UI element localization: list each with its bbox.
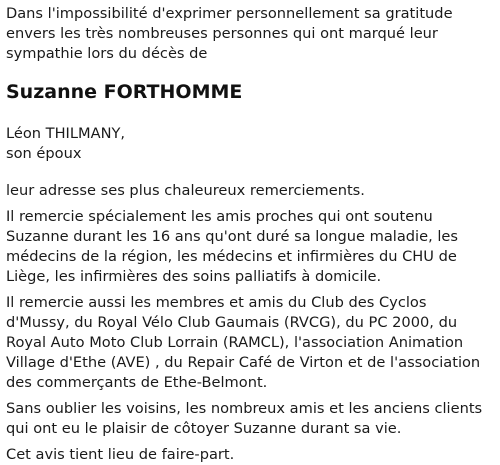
clubs-thanks-paragraph: Il remercie aussi les membres et amis du Club des Cyclos d'Mussy, du Royal Vélo Club Gaumais (RVCG), du PC 2000, du Royal Auto Moto Club Lorrain (RAMCL), l'association Animation Village d'Ethe (AVE) , du Repair Café de Virton et de l'association des commerçants de Ethe-Belmont.: [6, 294, 481, 391]
special-thanks-paragraph: Il remercie spécialement les amis proches qui ont soutenu Suzanne durant les 16 ans qu'ont duré sa longue maladie, les médecins de la région, les médecins et infirmières du CHU de Liège, les infirmières des soins palliatifs à domicile.: [6, 208, 459, 285]
intro-text: Dans l'impossibilité d'exprimer personnellement sa gratitude envers les très nombreuses personnes qui ont marqué leur sympathie lors du décès de: [6, 5, 453, 62]
closing-line: Cet avis tient lieu de faire-part.: [6, 446, 235, 463]
neighbours-paragraph: Sans oublier les voisins, les nombreux amis et les anciens clients qui ont eu le plaisir de côtoyer Suzanne durant sa vie.: [6, 400, 483, 437]
thanks-paragraph: leur adresse ses plus chaleureux remerciements.: [6, 182, 365, 199]
signer-block: [6, 124, 492, 164]
deceased-name: Suzanne FORTHOMME: [6, 81, 243, 103]
signer-name: Léon THILMANY,: [6, 125, 126, 142]
signer-relation: son époux: [6, 145, 82, 162]
